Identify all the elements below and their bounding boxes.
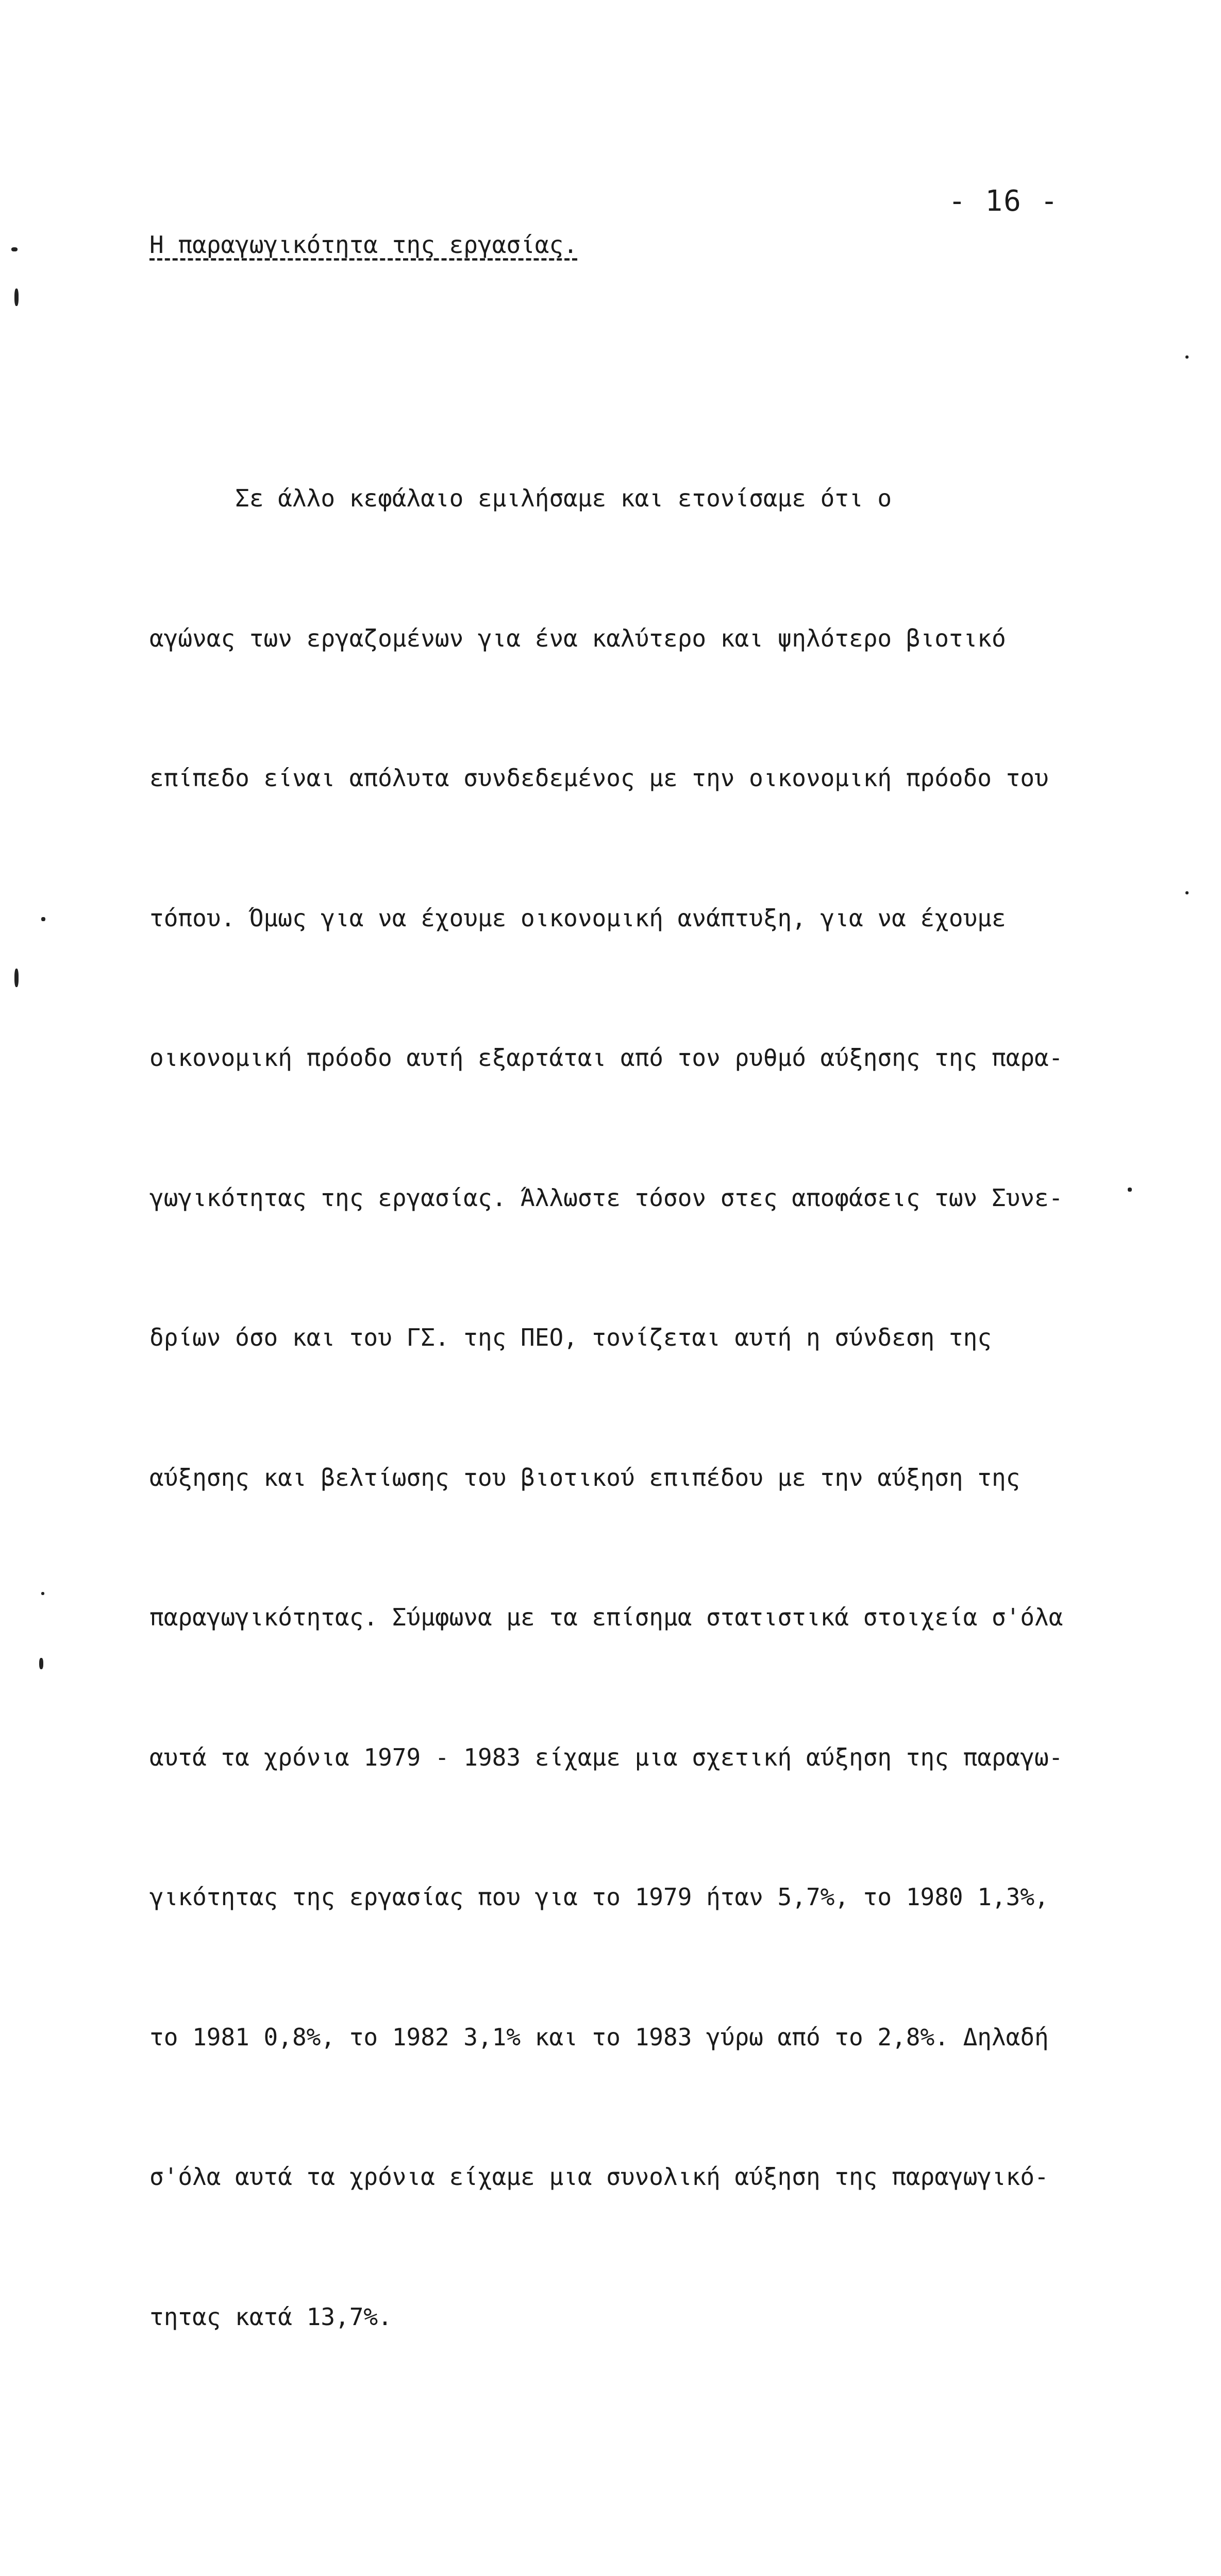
scan-mark — [41, 1592, 44, 1595]
text-line: Σε άλλο κεφάλαιο εμιλήσαμε και ετονίσαμε ότι ο — [149, 484, 892, 512]
text-line: αύξησης και βελτίωσης του βιοτικού επιπέδου με την αύξηση της — [149, 1463, 1021, 1492]
body-text — [149, 289, 1165, 2576]
text-line: αγώνας των εργαζομένων για ένα καλύτερο και ψηλότερο βιοτικό — [149, 624, 1006, 652]
scan-mark — [1128, 1188, 1132, 1192]
text-line: δρίων όσο και του ΓΣ. της ΠΕΟ, τονίζεται αυτή η σύνδεση της — [149, 1324, 992, 1351]
text-line: επίπεδο είναι απόλυτα συνδεδεμένος με την οικονομική πρόοδο του — [149, 764, 1049, 792]
text-line: παραγωγικότητας. Σύμφωνα με τα επίσημα στατιστικά στοιχεία σ'όλα — [149, 1603, 1063, 1631]
scan-mark — [1185, 355, 1189, 359]
paragraph — [149, 382, 1165, 2433]
text-line: γικότητας της εργασίας που για το 1979 ήταν 5,7%, το 1980 1,3%, — [149, 1883, 1049, 1911]
scan-mark — [41, 917, 45, 921]
scan-mark — [14, 289, 19, 306]
scan-mark — [39, 1658, 43, 1669]
text-line: τόπου. Όμως για να έχουμε οικονομική ανάπτυξη, για να έχουμε — [149, 904, 1006, 932]
scan-mark — [11, 247, 18, 251]
text-line: οικονομική πρόοδο αυτή εξαρτάται από τον ρυθμό αύξησης της παρα- — [149, 1044, 1063, 1072]
text-line: αυτά τα χρόνια 1979 - 1983 είχαμε μια σχετική αύξηση της παραγω- — [149, 1743, 1063, 1771]
paragraph — [149, 2527, 1165, 2576]
scan-mark — [14, 969, 19, 987]
page-number: - 16 - — [948, 184, 1059, 218]
text-line: σ'όλα αυτά τα χρόνια είχαμε μια συνολική αύξηση της παραγωγικό- — [149, 2163, 1049, 2191]
section-heading: Η παραγωγικότητα της εργασίας. — [149, 231, 578, 259]
text-line: το 1981 0,8%, το 1982 3,1% και το 1983 γύρω από το 2,8%. Δηλαδή — [149, 2023, 1049, 2051]
text-line: τητας κατά 13,7%. — [149, 2302, 392, 2331]
scan-mark — [1185, 891, 1189, 894]
text-line: γωγικότητας της εργασίας. Άλλωστε τόσον στες αποφάσεις των Συνε- — [149, 1183, 1063, 1212]
